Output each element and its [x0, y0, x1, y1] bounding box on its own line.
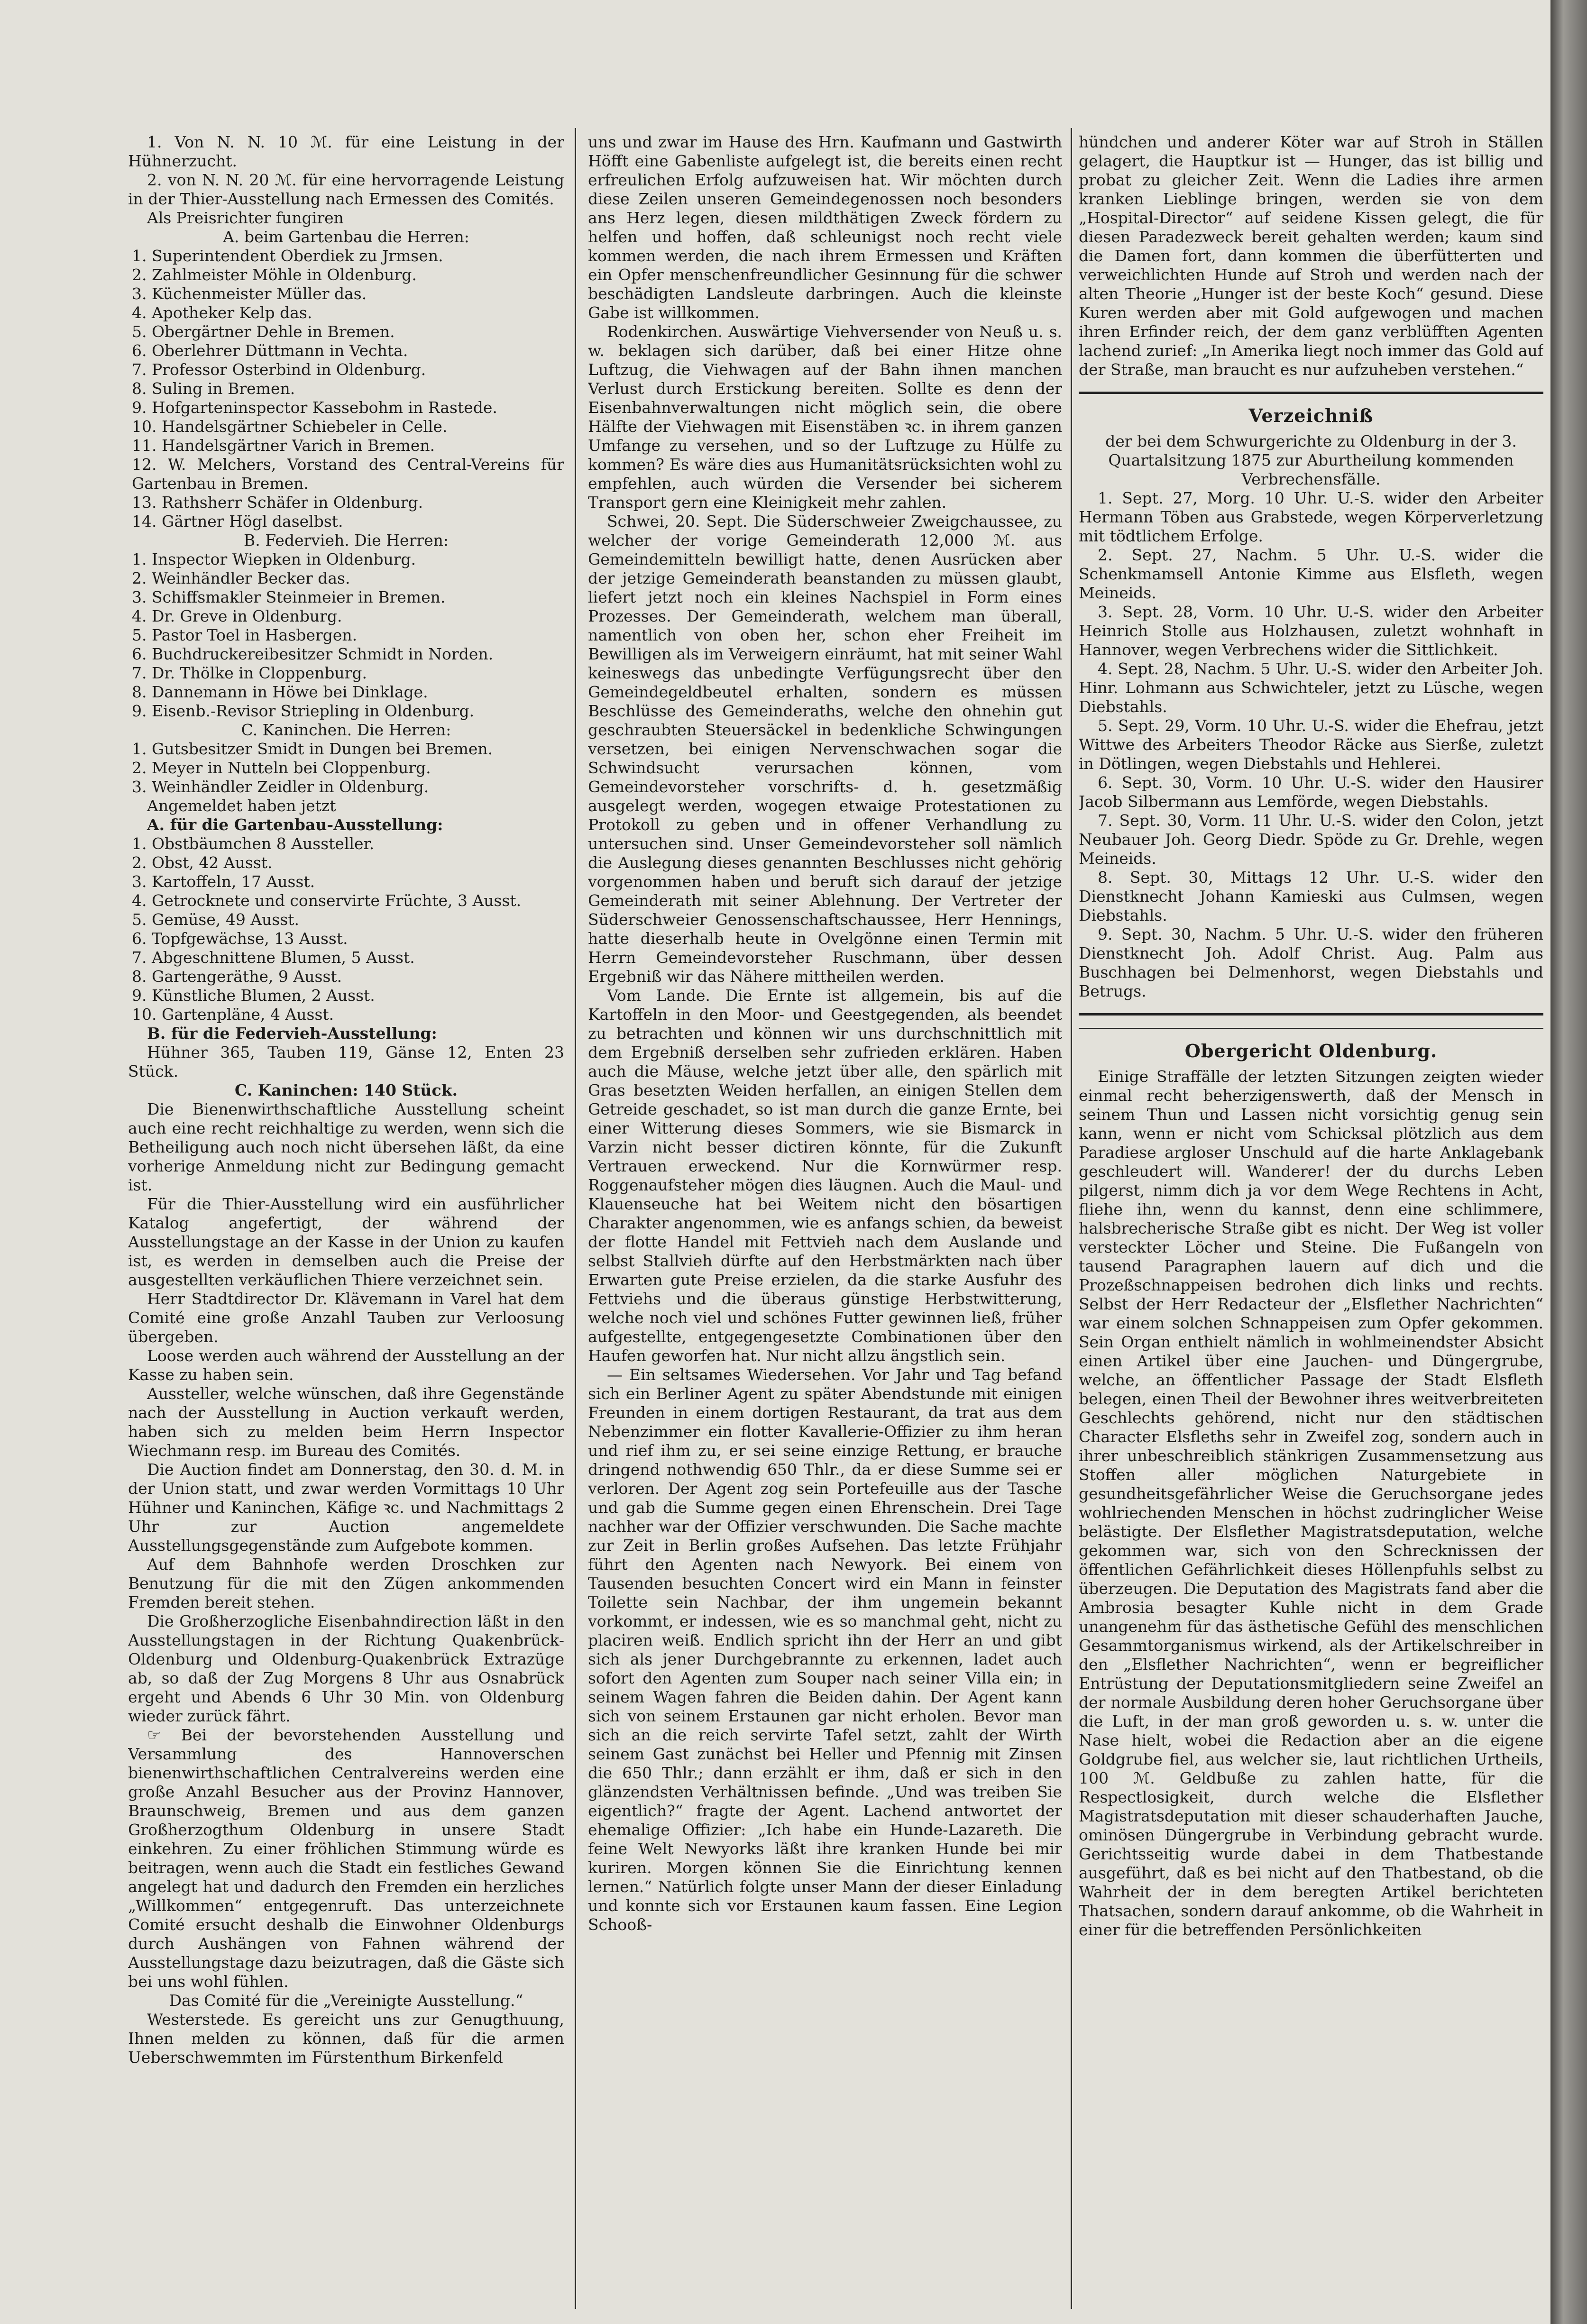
paragraph: Für die Thier-Ausstellung wird ein ausführlicher Katalog angefertigt, der während der Ausstellungstage an der Kasse in der Union zu kaufen ist, es werden in demselben auch die Preise der ausgestellten verkäuflichen Thiere verzeichnet sein. — [128, 1195, 564, 1289]
case-entry: 5. Sept. 29, Vorm. 10 Uhr. U.-S. wider die Ehefrau, jetzt Wittwe des Arbeiters Theodor Räcke aus Sierße, zuletzt in Dötlingen, wegen Diebstahls und Hehlerei. — [1079, 716, 1543, 773]
list-item: 8. Suling in Bremen. — [132, 379, 295, 398]
signature-line: Das Comité für die „Vereinigte Ausstellung.“ — [169, 1991, 523, 2010]
case-entry: 2. Sept. 27, Nachm. 5 Uhr. U.-S. wider die Schenkmamsell Antonie Kimme aus Elsfleth, wegen Meineids. — [1079, 546, 1543, 602]
column-right — [1079, 133, 1543, 2323]
list-item: 6. Topfgewächse, 13 Ausst. — [132, 929, 348, 948]
scan-page-edge — [1550, 0, 1587, 2324]
section-title: Verzeichniß — [1248, 405, 1374, 426]
case-entry: 6. Sept. 30, Vorm. 10 Uhr. U.-S. wider den Hausirer Jacob Silbermann aus Lemförde, wegen Diebstahls. — [1079, 773, 1543, 811]
paragraph: Aussteller, welche wünschen, daß ihre Gegenstände nach der Ausstellung in Auction verkauft werden, haben sich zu melden beim Herrn Inspector Wiechmann resp. im Bureau des Comités. — [128, 1384, 564, 1460]
list-item: 7. Dr. Thölke in Cloppenburg. — [132, 664, 367, 682]
paragraph: uns und zwar im Hause des Hrn. Kaufmann und Gastwirth Höfft eine Gabenliste aufgelegt ist, die bereits einen recht erfreulichen Erfolg aufzuweisen hat. Wir möchten durch diese Zeilen unseren Gemeindegenossen noch besonders ans Herz legen, diesen mildthätigen Zweck fördern zu helfen und hoffen, daß schleunigst noch recht viele kommen werden, die nach ihrem Ermessen und Kräften ein Opfer menschenfreundlicher Gesinnung für die schwer beschädigten Landsleute darbringen. Auch die kleinste Gabe ist willkommen. — [588, 133, 1062, 322]
list-item: 5. Pastor Toel in Hasbergen. — [132, 626, 358, 644]
list-item: 8. Dannemann in Höwe bei Dinklage. — [132, 683, 428, 701]
list-item: 6. Buchdruckereibesitzer Schmidt in Norden. — [132, 645, 494, 663]
case-entry: 7. Sept. 30, Vorm. 11 Uhr. U.-S. wider den Colon, jetzt Neubauer Joh. Georg Diedr. Spöde zu Gr. Drehle, wegen Meineids. — [1079, 811, 1543, 868]
list-item: 5. Gemüse, 49 Ausst. — [132, 910, 300, 929]
case-entry: 8. Sept. 30, Mittags 12 Uhr. U.-S. wider den Dienstknecht Johann Kamieski aus Culmsen, wegen Diebstahls. — [1079, 868, 1543, 924]
paragraph: ☞ Bei der bevorstehenden Ausstellung und Versammlung des Hannoverschen bienenwirthschaftlichen Centralvereins werden eine große Anzahl Besucher aus der Provinz Hannover, Braunschweig, Bremen und aus dem ganzen Großherzogthum Oldenburg in unsere Stadt einkehren. Zu einer fröhlichen Stimmung würde es beitragen, wenn auch die Stadt ein festliches Gewand angelegt hat und dadurch den Fremden ein herzliches „Willkommen“ entgegenruft. Das unterzeichnete Comité ersucht deshalb die Einwohner Oldenburgs durch Aushängen von Fahnen während der Ausstellungstage dazu beizutragen, daß die Gäste sich bei uns wohl fühlen. — [128, 1726, 564, 1991]
list-item: 7. Abgeschnittene Blumen, 5 Ausst. — [132, 948, 415, 967]
prize-item: 2. von N. N. 20 ℳ. für eine hervorragende Leistung in der Thier-Ausstellung nach Ermessen des Comités. — [128, 171, 564, 208]
column-rule — [575, 128, 576, 2309]
case-entry: 3. Sept. 28, Vorm. 10 Uhr. U.-S. wider den Arbeiter Heinrich Stolle aus Holzhausen, zuletzt wohnhaft in Hannover, wegen Verbrechens wider die Sittlichkeit. — [1079, 603, 1543, 659]
list-item: 2. Zahlmeister Möhle in Oldenburg. — [132, 265, 417, 284]
paragraph: Westerstede. Es gereicht uns zur Genugthuung, Ihnen melden zu können, daß für die armen Ueberschwemmten im Fürstenthum Birkenfeld — [128, 2010, 564, 2067]
registrations-heading: C. Kaninchen: 140 Stück. — [235, 1081, 458, 1099]
paragraph: Die Bienenwirthschaftliche Ausstellung scheint auch eine recht reichhaltige zu werden, wenn sich die Betheiligung auch noch nicht übersehen läßt, da eine vorherige Anmeldung nicht zur Bedingung gemacht ist. — [128, 1100, 564, 1194]
list-item: 4. Dr. Greve in Oldenburg. — [132, 607, 342, 625]
paragraph: Die Auction findet am Donnerstag, den 30. d. M. in der Union statt, und zwar werden Vormittags 10 Uhr Hühner und Kaninchen, Käfige ꝛc. und Nachmittags 2 Uhr zur Auction angemeldete Ausstellungsgegenstände zum Aufgebote kommen. — [128, 1460, 564, 1555]
section-subtitle: der bei dem Schwurgerichte zu Oldenburg in der 3. Quartalsitzung 1875 zur Aburtheilung kommenden Verbrechensfälle. — [1105, 432, 1517, 488]
judges-section-heading: B. Federvieh. Die Herren: — [243, 531, 449, 549]
paragraph: hündchen und anderer Köter war auf Stroh in Ställen gelagert, die Hauptkur ist — Hunger, das ist billig und probat zu gleicher Zeit. Wenn die Ladies ihre armen kranken Lieblinge bringen, werden sie von dem „Hospital-Director“ auf seidene Kissen gelegt, die für diesen Paradezweck bereit gehalten werden; kaum sind die Damen fort, dann kommen die überfütterten und verweichlichten Hunde auf Stroh und werden nach der alten Theorie „Hunger ist der beste Koch“ gesund. Diese Kuren werden aber mit Gold aufgewogen und machen ihren Erfinder reich, der dem ganz verblüfften Agenten lachend zurief: „In Amerika liegt noch immer das Gold auf der Straße, man braucht es nur aufzuheben verstehen.“ — [1079, 133, 1543, 379]
list-item: 14. Gärtner Högl daselbst. — [132, 512, 343, 531]
list-item: 12. W. Melchers, Vorstand des Central-Vereins für Gartenbau in Bremen. — [132, 455, 564, 493]
paragraph: Vom Lande. Die Ernte ist allgemein, bis auf die Kartoffeln in den Moor- und Geestgegenden, als beendet zu betrachten und können wir uns durchschnittlich mit dem Ergebniß derselben sehr zufrieden erklären. Haben auch die Mäuse, welche jetzt über alle, den spärlich mit Gras besetzten Weiden herfallen, an einigen Stellen dem Getreide geschadet, so ist man durch die ganze Ernte, bei einer Witterung dieses Sommers, wie sie Bismarck in Varzin nicht besser dictiren könnte, für die Zukunft Vertrauen erweckend. Nur die Kornwürmer resp. Roggenaufsteher mögen dies läugnen. Auch die Maul- und Klauenseuche hat bei Weitem nicht den bösartigen Charakter angenommen, wie es anfangs schien, da beweist der flotte Handel mit Fettvieh nach dem Auslande und selbst Stallvieh dürfte auf den Herbstmärkten nach über Erwarten gute Preise erzielen, da die starke Ausfuhr des Fettviehs und die überaus günstige Herbstwitterung, welche noch viel und schönes Futter gewinnen ließ, früher aufgestellte, entgegengesetzte Combinationen über den Haufen geworfen hat. Nur nicht allzu ängstlich sein. — [588, 986, 1062, 1365]
list-item: 4. Getrocknete und conservirte Früchte, 3 Ausst. — [132, 891, 522, 910]
paragraph: Schwei, 20. Sept. Die Süderschweier Zweigchaussee, zu welcher der vorige Gemeinderath 12,000 ℳ. aus Gemeindemitteln bewilligt hatte, denen Ausrücken aber der jetzige Gemeinderath beanstanden zu müssen glaubt, liefert jetzt noch ein kleines Nachspiel in Form eines Prozesses. Der Gemeinderath, welchem man überall, namentlich von oben her, schon eher Freiheit im Bewilligen als im Verweigern einräumt, hat mit seiner Wahl keineswegs das unbedingte Verfügungsrecht über den Gemeindegeldbeutel erhalten, sondern es müssen Beschlüsse des Gemeinderaths, welche den ohnehin gut geschraubten Steuersäckel in bedenkliche Schwingungen versetzen, bei einigen Nervenschwachen sogar die Schwindsucht verursachen können, vom Gemeindevorsteher vorschrifts- d. h. gesetzmäßig ausgelegt werden, wogegen etwaige Protestationen zu Protokoll zu geben und in offener Verhandlung zu untersuchen sind. Unser Gemeindevorsteher soll nämlich die Auslegung dieses genannten Beschlusses nicht gehörig vorgenommen haben und beruft sich darauf der jetzige Gemeinderath mit seiner Ablehnung. Der Vertreter der Süderschweier Genossenschaftschaussee, Herr Hennings, hatte dieserhalb heute in Ovelgönne einen Termin mit Herrn Gemeindevorsteher Ruschmann, über dessen Ergebniß wir das Nähere mittheilen werden. — [588, 512, 1062, 986]
case-entry: 1. Sept. 27, Morg. 10 Uhr. U.-S. wider den Arbeiter Hermann Töben aus Grabstede, wegen Körperverletzung mit tödtlichem Erfolge. — [1079, 489, 1543, 545]
paragraph: Die Großherzogliche Eisenbahndirection läßt in den Ausstellungstagen in der Richtung Quakenbrück-Oldenburg und Oldenburg-Quakenbrück Extrazüge ab, so daß der Zug Morgens 8 Uhr aus Osnabrück ergeht und Abends 6 Uhr 30 Min. von Oldenburg wieder zurück fährt. — [128, 1612, 564, 1725]
paragraph: Einige Straffälle der letzten Sitzungen zeigten wieder einmal recht beherzigenswerth, daß der Mensch in seinem Thun und Lassen nicht vorsichtig genug sein kann, wenn er nicht vom Schicksal plötzlich aus dem Paradiese argloser Unschuld auf die harte Anklagebank geschleudert will. Wanderer! der du durchs Leben pilgerst, nimm dich ja vor dem Wege Rechtens in Acht, fliehe ihn, wenn du kannst, denn eine schlimmere, halsbrecherische Straße gibt es nicht. Der Weg ist voller versteckter Löcher und Steine. Die Fußangeln von tausend Paragraphen lauern auf dich und die Prozeßschnappeisen bedrohen dich links und rechts. Selbst der Herr Redacteur der „Elsflether Nachrichten“ war einem solchen Schnappeisen zum Opfer gekommen. Sein Organ enthielt nämlich in wohlmeinendster Absicht einen Artikel über eine Jauchen- und Düngergrube, welche, an öffentlicher Passage der Stadt Elsfleth belegen, einen Theil der Bewohner ihres weitverbreiteten Geschlechts gehörend, nicht nur den städtischen Character Elsfleths sehr in Zweifel zog, sondern auch in ihrer unbeschreiblich stänkrigen Zusammensetzung aus Stoffen aller möglichen Naturgebiete in gesundheitsgefährlicher Weise die Geruchsorgane jedes wohlriechenden Menschen in höchst zudringlicher Weise belästigte. Der Elsflether Magistratsdeputation, welche gekommen war, sich von den Schrecknissen der öffentlichen Gefährlichkeit dieses Höllenpfuhls selbst zu überzeugen. Die Deputation des Magistrats fand aber die Ambrosia besagter Kuhle nicht in dem Grade unangenehm für das ästhetische Gefühl des menschlichen Gesammtorganismus wirkend, als der Artikelschreiber in den „Elsflether Nachrichten“, wenn er begreiflicher Entrüstung der Deputationsmitgliedern seine Zweifel an der normale Ausbildung deren hoher Geruchsorgane über die Luft, in der man groß geworden u. s. w. unter die Nase hielt, wobei die Redaction aber an die eigene Goldgrube fiel, aus welcher sie, laut richtlichen Urtheils, 100 ℳ. Geldbuße zu zahlen hatte, für die Respectlosigkeit, durch welche die Elsflether Magistratsdeputation mit dieser schauderhaften Jauche, ominösen Düngergrube in Verbindung gebracht wurde. Gerichtsseitig wurde dabei in dem Thatbestande ausgeführt, daß es bei nicht auf den Thatbestand, ob die Wahrheit der in dem beregten Artikel berichteten Thatsachen, sondern darauf ankomme, ob die Wahrheit in einer für die betreffenden Persönlichkeiten — [1079, 1067, 1543, 1939]
case-entry: 9. Sept. 30, Nachm. 5 Uhr. U.-S. wider den früheren Dienstknecht Joh. Adolf Christ. Aug. Palm aus Buschhagen bei Delmenhorst, wegen Diebstahls und Betrugs. — [1079, 925, 1543, 1000]
registrations-heading: A. für die Gartenbau-Ausstellung: — [147, 815, 443, 834]
list-item: 11. Handelsgärtner Varich in Bremen. — [132, 436, 435, 455]
list-item: 1. Gutsbesitzer Smidt in Dungen bei Bremen. — [132, 740, 493, 758]
paragraph: Auf dem Bahnhofe werden Droschken zur Benutzung für die mit den Zügen ankommenden Fremden bereit stehen. — [128, 1555, 564, 1611]
list-item: 3. Kartoffeln, 17 Ausst. — [132, 872, 315, 891]
prize-item: 1. Von N. N. 10 ℳ. für eine Leistung in der Hühnerzucht. — [128, 133, 564, 170]
list-item: 8. Gartengeräthe, 9 Ausst. — [132, 967, 342, 986]
list-item: 1. Inspector Wiepken in Oldenburg. — [132, 550, 416, 568]
list-item: 9. Eisenb.-Revisor Striepling in Oldenburg. — [132, 702, 475, 720]
list-item: 1. Superintendent Oberdiek zu Jrmsen. — [132, 247, 443, 265]
judges-section-heading: A. beim Gartenbau die Herren: — [223, 228, 469, 246]
list-item: 9. Hofgarteninspector Kassebohm in Rastede. — [132, 398, 497, 417]
section-divider — [1079, 1013, 1543, 1016]
list-item: 10. Gartenpläne, 4 Ausst. — [132, 1005, 334, 1024]
list-item: 2. Obst, 42 Ausst. — [132, 853, 273, 872]
list-item: 6. Oberlehrer Düttmann in Vechta. — [132, 341, 408, 360]
paragraph: Loose werden auch während der Ausstellung an der Kasse zu haben sein. — [128, 1346, 564, 1384]
judges-intro: Als Preisrichter fungiren — [147, 209, 344, 227]
list-item: 9. Künstliche Blumen, 2 Ausst. — [132, 986, 375, 1005]
column-middle — [588, 133, 1062, 2323]
list-item: 13. Rathsherr Schäfer in Oldenburg. — [132, 493, 423, 512]
list-item: 7. Professor Osterbind in Oldenburg. — [132, 360, 426, 379]
section-divider — [1079, 392, 1543, 394]
list-item: 4. Apotheker Kelp das. — [132, 303, 312, 322]
paragraph: — Ein seltsames Wiedersehen. Vor Jahr und Tag befand sich ein Berliner Agent zu später Abendstunde mit einigen Freunden in einem dortigen Restaurant, da trat aus dem Nebenzimmer ein flotter Kavallerie-Offizier zu ihm heran und rief ihm zu, er sei seine einzige Rettung, er brauche dringend nothwendig 650 Thlr., da er diese Summe sei er verloren. Der Agent zog sein Portefeuille aus der Tasche und gab die Summe gegen einen Ehrenschein. Drei Tage nachher war der Offizier verschwunden. Die Sache machte zur Zeit in Berlin großes Aufsehen. Das letzte Frühjahr führt den Agenten nach Newyork. Bei einem von Tausenden besuchten Concert wird ein Mann in feinster Toilette sein Nachbar, der ihm ungemein bekannt vorkommt, er indessen, wie es so manchmal geht, nicht zu placiren weiß. Endlich spricht ihn der Herr an und gibt sich als jener Durchgebrannte zu erkennen, ladet auch sofort den Agenten zum Souper nach seiner Villa ein; in seinem Wagen fahren die Beiden dahin. Der Agent kann sich von seinem Erstaunen gar nicht erholen. Bevor man sich an die reich servirte Tafel setzt, zahlt der Wirth seinem Gast zunächst bei Heller und Pfennig mit Zinsen die 650 Thlr.; dann erzählt er ihm, daß er sich in den glänzendsten Verhältnissen befinde. „Und was treiben Sie eigentlich?“ fragte der Agent. Lachend antwortet der ehemalige Offizier: „Ich habe ein Hunde-Lazareth. Die feine Welt Newyorks läßt ihre kranken Hunde bei mir kuriren. Morgen können Sie die Einrichtung kennen lernen.“ Natürlich folgte unser Mann der dieser Einladung und konnte sich vor Erstaunen kaum fassen. Eine Legion Schooß- — [588, 1365, 1062, 1934]
list-item: 3. Schiffsmakler Steinmeier in Bremen. — [132, 588, 446, 606]
list-item: 3. Weinhändler Zeidler in Oldenburg. — [132, 778, 429, 796]
column-rule — [1071, 128, 1072, 2309]
registrations-intro: Angemeldet haben jetzt — [147, 796, 336, 815]
column-left — [128, 133, 564, 2314]
list-item: 10. Handelsgärtner Schiebeler in Celle. — [132, 417, 448, 436]
case-entry: 4. Sept. 28, Nachm. 5 Uhr. U.-S. wider den Arbeiter Joh. Hinr. Lohmann aus Schwichteler, jetzt zu Lüsche, wegen Diebstahls. — [1079, 659, 1543, 716]
section-title: Obergericht Oldenburg. — [1184, 1040, 1438, 1061]
paragraph: Rodenkirchen. Auswärtige Viehversender von Neuß u. s. w. beklagen sich darüber, daß bei einer Hitze ohne Luftzug, die Viehwagen auf der Bahn ihnen manchen Verlust durch Erstickung bereiten. Sollte es denn der Eisenbahnverwaltungen nicht möglich sein, die obere Hälfte der Viehwagen mit Eisenstäben ꝛc. in ihrem ganzen Umfange zu versehen, und so der Luftzuge zu Hülfe zu kommen? Es wäre dies aus Humanitätsrücksichten wohl zu empfehlen, auch würden die Versender bei sicherem Transport gern eine Kleinigkeit mehr zahlen. — [588, 322, 1062, 512]
paragraph: Herr Stadtdirector Dr. Klävemann in Varel hat dem Comité eine große Anzahl Tauben zur Verloosung übergeben. — [128, 1290, 564, 1346]
registrations-heading: B. für die Federvieh-Ausstellung: — [147, 1024, 437, 1043]
list-item: 2. Weinhändler Becker das. — [132, 569, 350, 587]
list-item: 2. Meyer in Nutteln bei Cloppenburg. — [132, 759, 431, 777]
list-item: 1. Obstbäumchen 8 Aussteller. — [132, 834, 375, 853]
section-divider — [1079, 1028, 1543, 1029]
judges-section-heading: C. Kaninchen. Die Herren: — [241, 721, 451, 739]
list-item: 3. Küchenmeister Müller das. — [132, 284, 367, 303]
paragraph: Hühner 365, Tauben 119, Gänse 12, Enten 23 Stück. — [128, 1043, 564, 1080]
list-item: 5. Obergärtner Dehle in Bremen. — [132, 322, 395, 341]
